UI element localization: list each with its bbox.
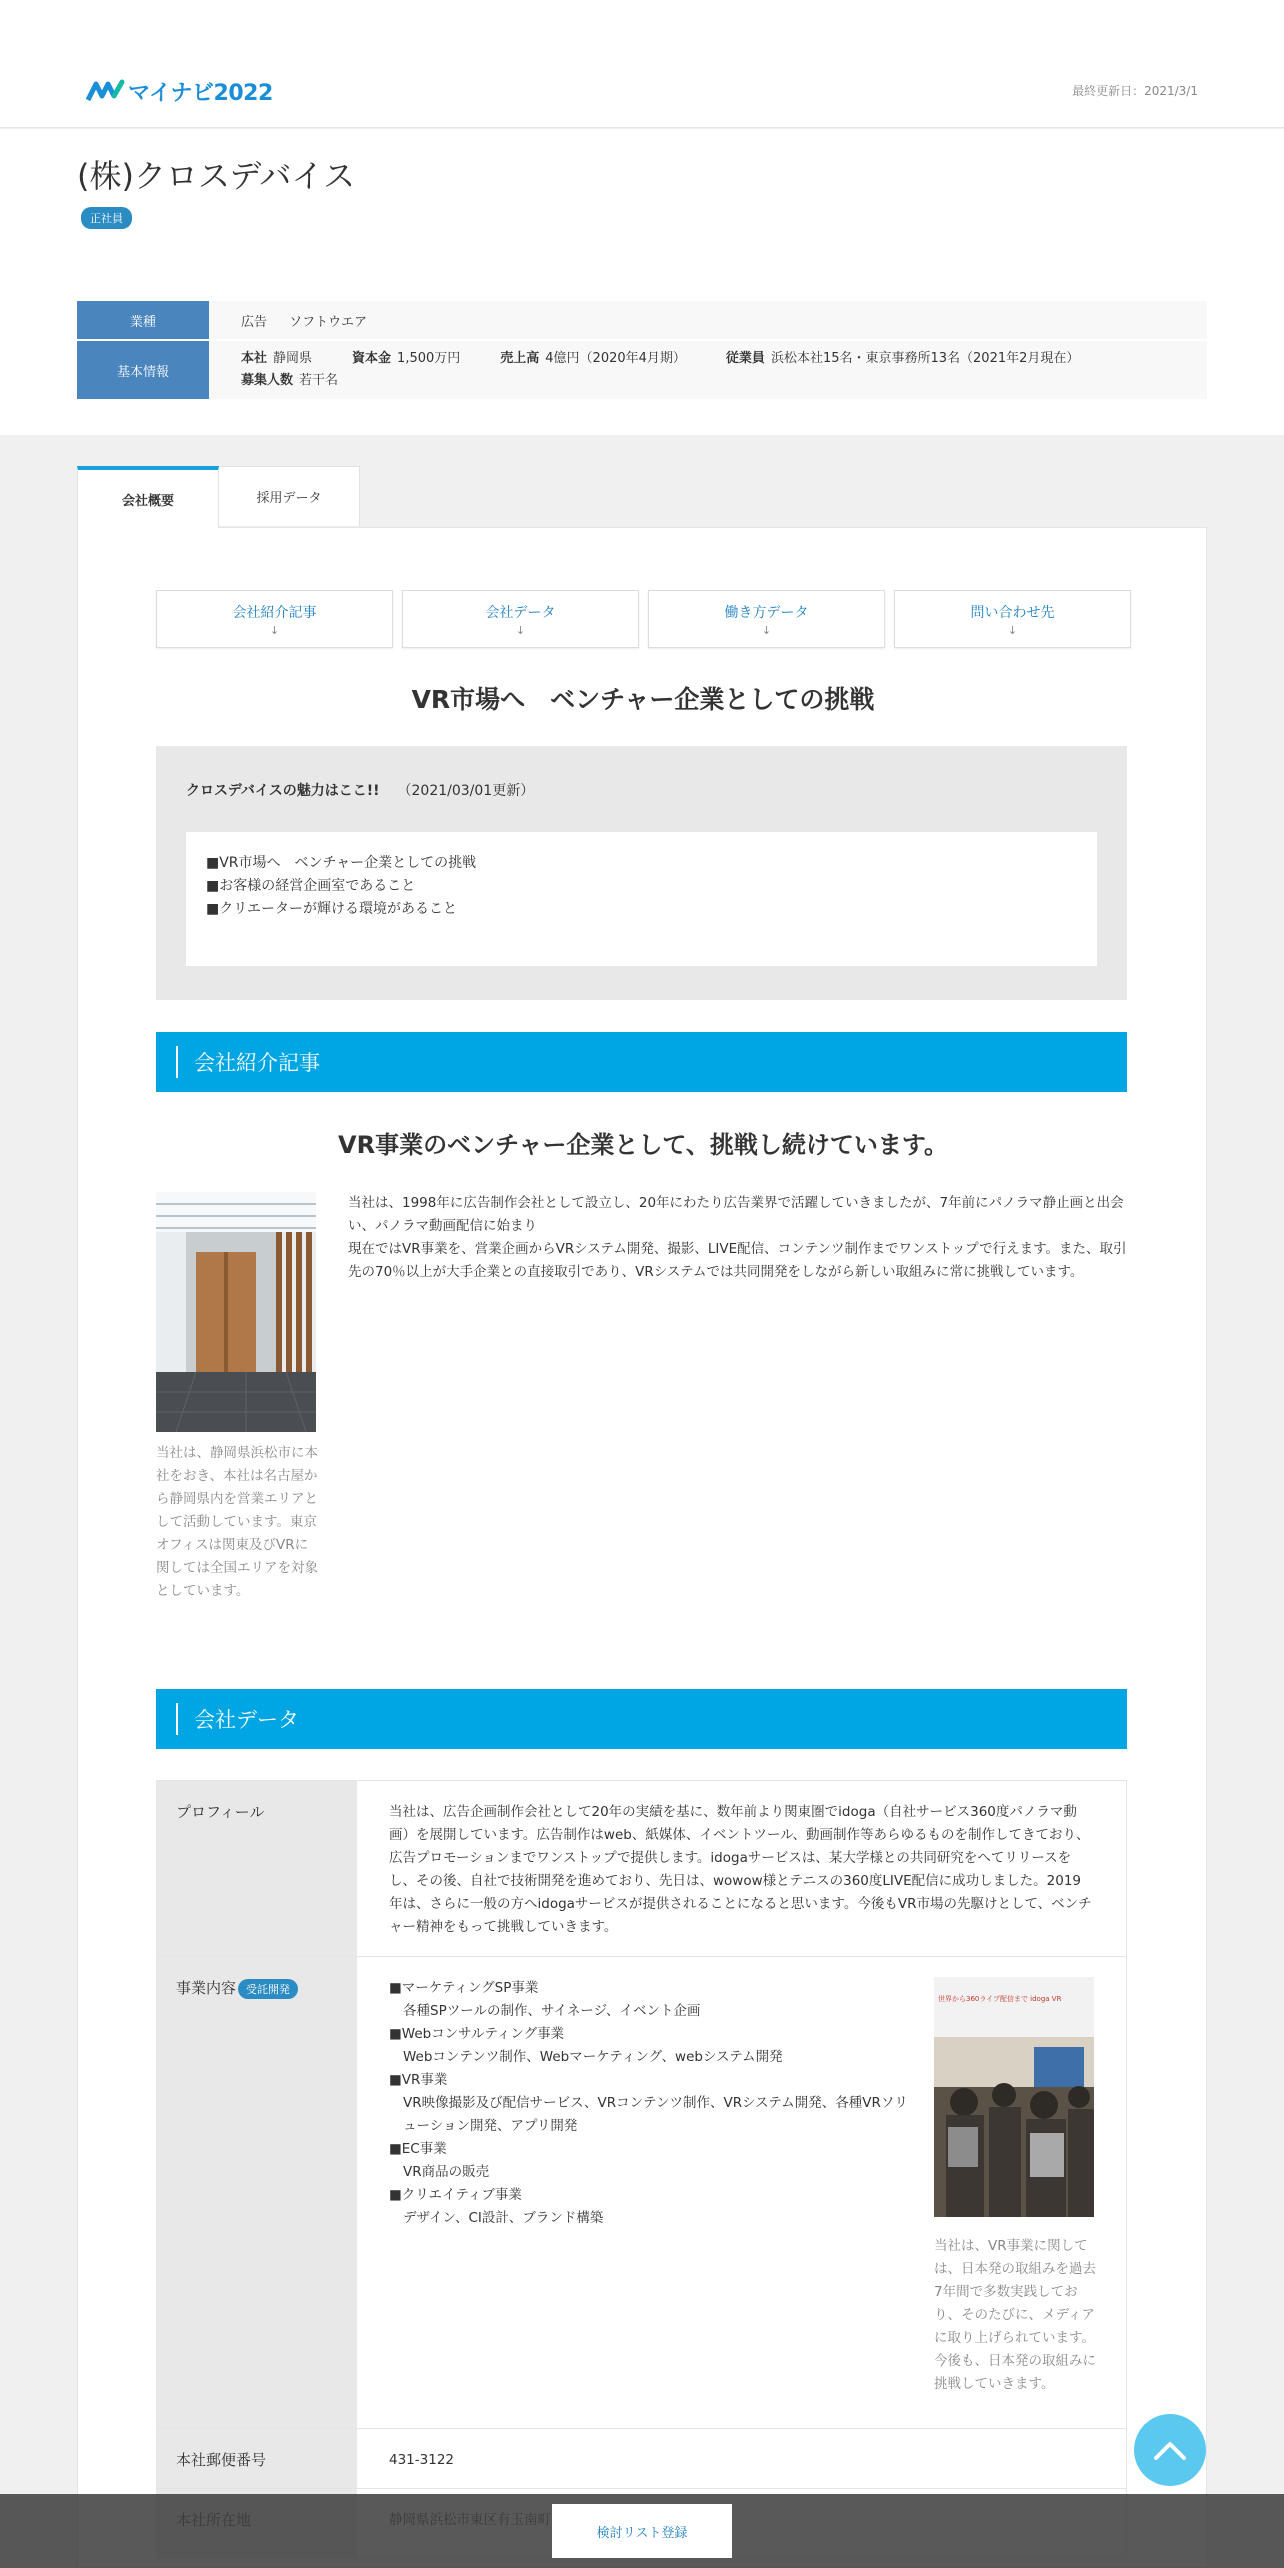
last-updated: 最終更新日：2021/3/1 — [1072, 84, 1198, 98]
intro-paragraph: 当社は、1998年に広告制作会社として設立し、20年にわたり広告業界で活躍していきましたが、7年前にパノラマ静止画と出会い、パノラマ動画配信に始まり — [348, 1195, 1124, 1234]
arrow-down-icon: ↓ — [1007, 623, 1018, 637]
business-line: ■マーケティングSP事業 — [389, 1980, 539, 1996]
company-summary — [0, 129, 1284, 435]
basic-info-row — [77, 339, 1207, 399]
sales-info: 売上高 4億円（2020年4月期） — [500, 351, 686, 366]
intro-heading: VR事業のベンチャー企業として、挑戦し続けています。 — [338, 1131, 948, 1159]
hq-info: 本社 静岡県 — [241, 351, 313, 366]
chevron-up-icon — [1152, 2438, 1188, 2462]
industry-label: 業種 — [77, 301, 209, 339]
logo-text: マイナビ2022 — [128, 80, 273, 106]
charm-item: ■VR市場へ ベンチャー企業としての挑戦 — [206, 855, 477, 871]
postal-value: 431-3122 — [357, 2429, 1127, 2488]
recruit-info: 募集人数 若干名 — [241, 373, 339, 388]
page-tabs — [77, 466, 359, 528]
add-to-list-button[interactable]: 検討リスト登録 — [552, 2504, 732, 2558]
section-header-intro: 会社紹介記事 — [156, 1032, 1127, 1092]
charm-date: （2021/03/01更新） — [397, 783, 535, 799]
anchor-nav — [156, 590, 1131, 648]
employment-type-badge: 正社員 — [81, 207, 132, 229]
table-row — [156, 1957, 1127, 2429]
charm-list — [186, 832, 1097, 966]
arrow-down-icon: ↓ — [515, 623, 526, 637]
anchor-work-style-data[interactable] — [648, 590, 885, 648]
business-line: Webコンテンツ制作、Webマーケティング、webシステム開発 — [403, 2049, 783, 2065]
business-photo-block — [934, 1977, 1094, 2396]
office-entrance-photo — [156, 1192, 316, 1432]
table-row — [156, 2429, 1127, 2489]
arrow-down-icon: ↓ — [761, 623, 772, 637]
anchor-label: 問い合わせ先 — [970, 604, 1055, 621]
capital-info: 資本金 1,500万円 — [352, 351, 461, 366]
business-line: VR映像撮影及び配信サービス、VRコンテンツ制作、VRシステム開発、各種VRソリューション開発、アプリ開発 — [403, 2095, 908, 2134]
business-line: ■クリエイティブ事業 — [389, 2187, 522, 2203]
company-data-table — [156, 1780, 1127, 2559]
intro-paragraph: 現在ではVR事業を、営業企画からVRシステム開発、撮影、LIVE配信、コンテンツ制作までワンストップで行えます。また、取引先の70％以上が大手企業との直接取引であり、VRシステムでは共同開発をしながら新しい取組みに常に挑戦しています。 — [348, 1241, 1127, 1280]
section-header-company-data: 会社データ — [156, 1689, 1127, 1749]
industry-item: 広告 — [241, 314, 268, 330]
business-line: ■Webコンサルティング事業 — [389, 2026, 565, 2042]
business-line: デザイン、CI設計、ブランド構築 — [403, 2210, 604, 2226]
intro-photo-caption: 当社は、静岡県浜松市に本社をおき、本社は名古屋から静岡県内を営業エリアとして活動しています。東京オフィスは関東及びVRに関しては全国エリアを対象としています。 — [156, 1445, 318, 1599]
industry-item: ソフトウエア — [289, 314, 368, 330]
anchor-contact[interactable] — [894, 590, 1131, 648]
main-headline: VR市場へ ベンチャー企業としての挑戦 — [411, 685, 875, 714]
charm-title: クロスデバイスの魅力はここ!! （2021/03/01更新） — [186, 783, 535, 799]
site-header — [0, 0, 1284, 128]
outsource-badge: 受託開発 — [238, 1979, 298, 1999]
company-info-table — [77, 301, 1207, 399]
business-label: 事業内容 受託開発 — [156, 1957, 357, 2428]
intro-body — [348, 1192, 1127, 1284]
business-line: ■EC事業 — [389, 2141, 447, 2157]
profile-label: プロフィール — [156, 1781, 357, 1956]
charm-item: ■クリエーターが輝ける環境があること — [206, 901, 457, 917]
scroll-to-top-button[interactable] — [1134, 2414, 1206, 2486]
basic-info-label: 基本情報 — [77, 341, 209, 399]
postal-label: 本社郵便番号 — [156, 2429, 357, 2488]
bottom-action-bar — [0, 2494, 1284, 2568]
employees-info: 従業員 浜松本社15名・東京事務所13名（2021年2月現在） — [725, 351, 1080, 366]
business-line: 各種SPツールの制作、サイネージ、イベント企画 — [403, 2003, 701, 2019]
anchor-intro-article[interactable] — [156, 590, 393, 648]
business-line: ■VR事業 — [389, 2072, 448, 2088]
tab-company-overview[interactable]: 会社概要 — [77, 466, 219, 528]
business-value — [357, 1957, 1127, 2428]
anchor-label: 会社紹介記事 — [232, 604, 317, 621]
business-list — [389, 1977, 909, 2396]
charm-box — [156, 746, 1127, 1000]
vr-booth-photo — [934, 1977, 1094, 2217]
business-line: VR商品の販売 — [403, 2164, 490, 2180]
anchor-label: 会社データ — [485, 604, 556, 621]
industry-row — [77, 301, 1207, 339]
table-row — [156, 1781, 1127, 1957]
company-overview-panel — [77, 527, 1207, 2568]
booth-sign-text: 世界から360ライブ配信まで idoga VR — [938, 1995, 1062, 2003]
profile-value: 当社は、広告企画制作会社として20年の実績を基に、数年前より関東圏でidoga（自社サービス360度パノラマ動画）を展開しています。広告制作はweb、紙媒体、イベントツール、動画制作等あらゆるものを制作してきており、広告プロモーションまでワンストップで提供します。idogaサービスは、某大学様との共同研究をへてリリースをし、その後、自社で技術開発を進めており、先日は、wowow様とテニスの360度LIVE配信に成功しました。2019年は、さらに一般の方へidogaサービスが提供されることになると思います。今後もVR市場の先駆けとして、ベンチャー精神をもって挑戦していきます。 — [357, 1781, 1127, 1956]
business-photo-caption: 当社は、VR事業に関しては、日本発の取組みを過去7年間で多数実践しており、そのたびに、メディアに取り上げられています。今後も、日本発の取組みに挑戦していきます。 — [934, 2238, 1096, 2392]
company-name: (株)クロスデバイス — [77, 157, 356, 195]
arrow-down-icon: ↓ — [269, 623, 280, 637]
charm-item: ■お客様の経営企画室であること — [206, 878, 416, 894]
anchor-label: 働き方データ — [724, 604, 809, 621]
mynavi-logo-icon — [86, 78, 126, 104]
tab-recruit-data[interactable]: 採用データ — [218, 466, 360, 526]
mynavi-logo[interactable] — [86, 76, 273, 106]
basic-info-value — [209, 341, 1207, 399]
anchor-company-data[interactable] — [402, 590, 639, 648]
industry-value — [209, 301, 1207, 339]
